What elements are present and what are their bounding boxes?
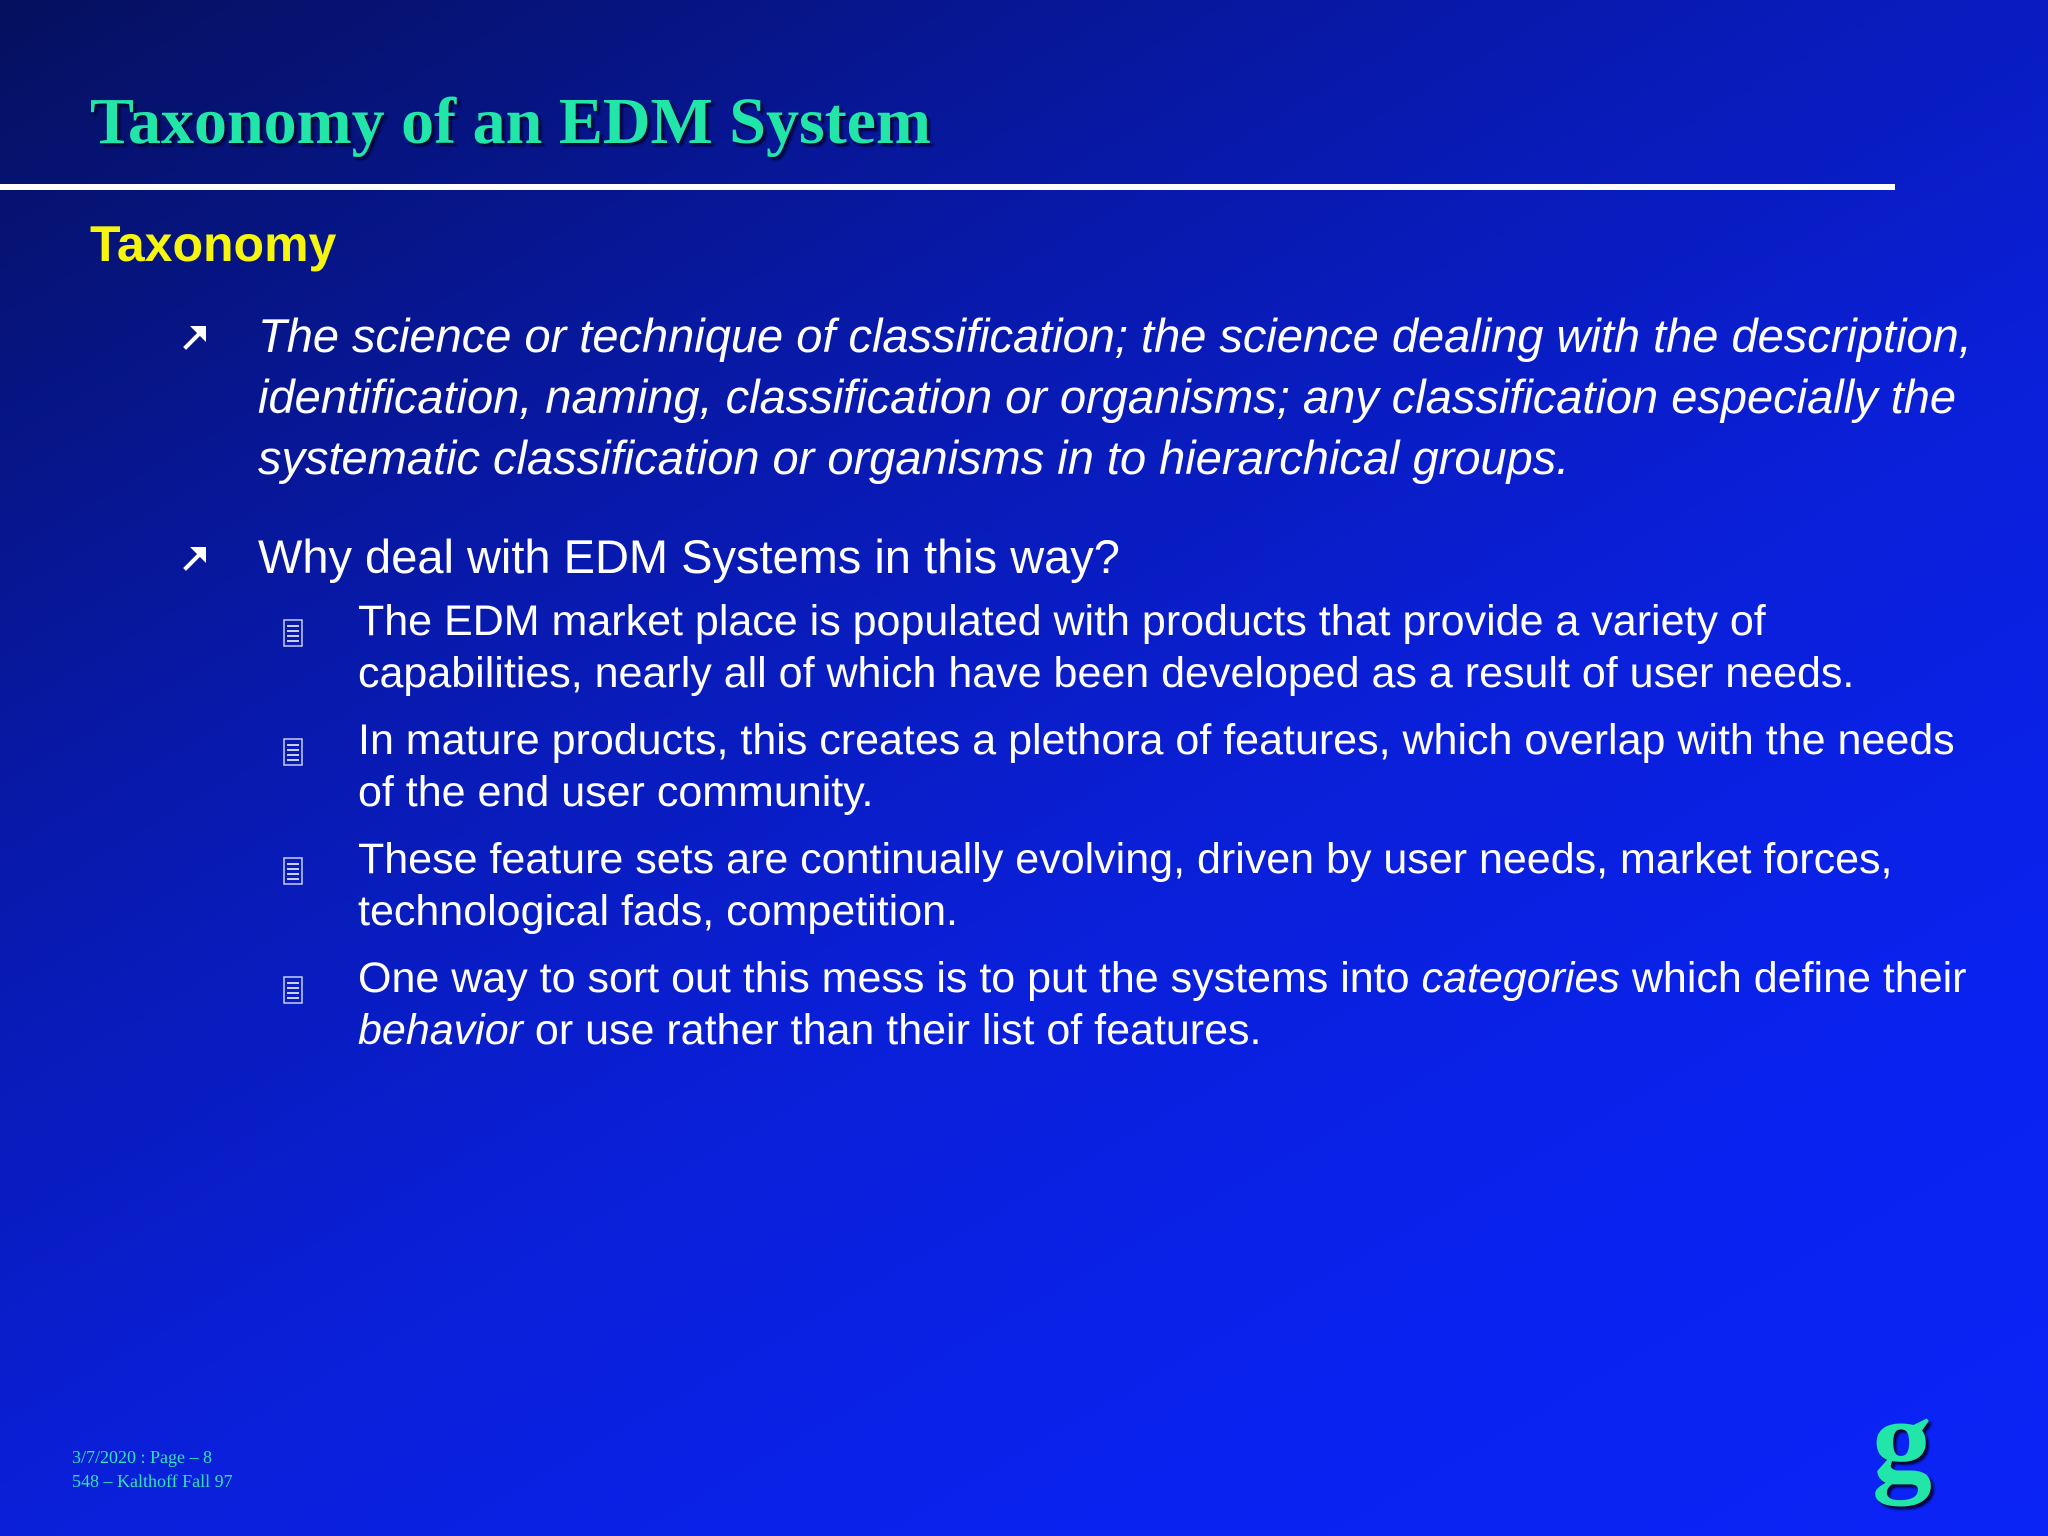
section-heading: Taxonomy (90, 216, 337, 272)
document-lines-icon (282, 965, 304, 995)
arrow-up-right-icon (180, 526, 220, 587)
sub-bullet-list (258, 595, 1980, 1056)
sub-bullet-text: These feature sets are continually evolving, driven by user needs, market forces, technological fads, competition. (358, 835, 1893, 935)
sub-bullet-evolving (258, 833, 1980, 937)
footer-date-page: 3/7/2020 : Page – 8 (72, 1447, 212, 1467)
slide-footer (72, 1445, 233, 1493)
sub-bullet-text: The EDM market place is populated with products that provide a variety of capabilities, nearly all of which have been developed as a result of user needs. (358, 597, 1855, 697)
bullet-text: The science or technique of classification; the science dealing with the description, identification, naming, classification or organisms; any classification especially the systematic classification or organisms in to hierarchical groups. (258, 309, 1972, 484)
bullet-list (180, 305, 1980, 1079)
bullet-text: Why deal with EDM Systems in this way? (258, 530, 1120, 583)
text-segment: One way to sort out this mess is to put the systems into (358, 954, 1422, 1002)
logo: g (1872, 1373, 1932, 1506)
document-lines-icon (282, 846, 304, 876)
slide-title: Taxonomy of an EDM System (90, 85, 931, 158)
sub-bullet-text (358, 954, 1967, 1054)
sub-bullet-categories (258, 952, 1980, 1056)
footer-course: 548 – Kalthoff Fall 97 (72, 1471, 233, 1491)
document-lines-icon (282, 727, 304, 757)
emphasis-categories: categories (1421, 954, 1620, 1002)
bullet-definition (180, 305, 1980, 488)
emphasis-behavior: behavior (358, 1006, 523, 1054)
sub-bullet-mature (258, 714, 1980, 818)
text-segment: or use rather than their list of features. (522, 1006, 1262, 1054)
sub-bullet-text: In mature products, this creates a plethora of features, which overlap with the needs of the end user community. (358, 716, 1955, 816)
bullet-why (180, 526, 1980, 1056)
title-divider (0, 184, 1895, 190)
document-lines-icon (282, 608, 304, 638)
arrow-up-right-icon (180, 305, 220, 366)
sub-bullet-market (258, 595, 1980, 699)
text-segment: which define their (1619, 954, 1967, 1002)
